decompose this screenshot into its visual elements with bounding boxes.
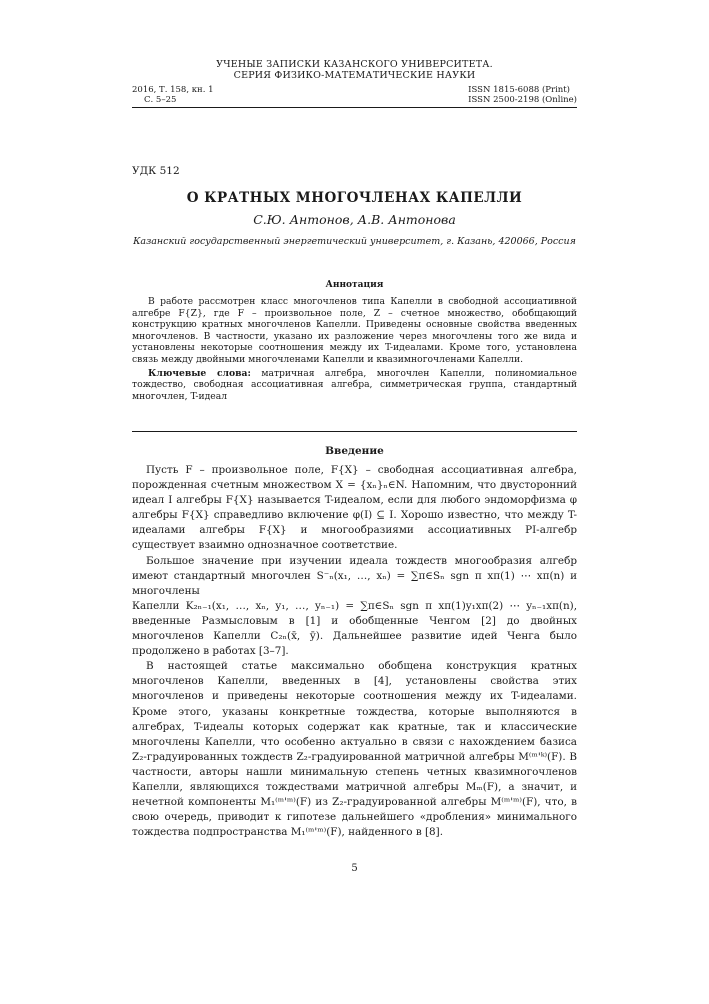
keywords-paragraph: [132, 368, 577, 403]
abstract-block: [132, 296, 577, 402]
pages-text: С. 5–25: [144, 95, 177, 105]
volume-text: 2016, Т. 158, кн. 1: [132, 85, 214, 95]
intro-body: [132, 463, 577, 840]
journal-series: СЕРИЯ ФИЗИКО-МАТЕМАТИЧЕСКИЕ НАУКИ: [233, 70, 476, 81]
intro-paragraph-2b: Капелли K₂ₙ₋₁(x₁, …, xₙ, y₁, …, yₙ₋₁) = ∑π∈Sₙ sgn π xπ(1)y₁xπ(2) ⋯ yₙ₋₁xπ(n), введенные Размысловым в [1] и обобщенные Ченгом [2] до двойных многочленов Капелли C₂ₙ(x̄, ȳ). Дальнейшее развитие идей Ченга было продолжено в работах [3–7].: [132, 599, 577, 658]
article-title: О КРАТНЫХ МНОГОЧЛЕНАХ КАПЕЛЛИ: [186, 190, 523, 206]
abstract-rule: [132, 431, 577, 432]
intro-paragraph-1: Пусть F – произвольное поле, F{X} – свободная ассоциативная алгебра, порожденная счетным множеством X = {xₙ}ₙ∈N. Напомним, что двусторонний идеал I алгебры F{X} называется T-идеалом, если для любого эндоморфизма φ алгебры F{X} справедливо включение φ(I) ⊆ I. Хорошо известно, что между T-идеалами алгебры F{X} и многообразиями ассоциативных PI-алгебр существует взаимно однозначное соответствие.: [132, 464, 577, 552]
udk-code: УДК 512: [132, 165, 180, 177]
keywords-text: матричная алгебра, многочлен Капелли, полиномиальное тождество, свободная ассоциативная алгебра, симметрическая группа, стандартный многочлен, T-идеал: [132, 367, 577, 402]
keywords-label: Ключевые слова:: [148, 367, 251, 379]
journal-title: УЧЕНЫЕ ЗАПИСКИ КАЗАНСКОГО УНИВЕРСИТЕТА.: [216, 59, 493, 70]
volume-info: [132, 85, 214, 105]
article-authors: С.Ю. Антонов, А.В. Антонова: [253, 212, 456, 227]
abstract-text: В работе рассмотрен класс многочленов типа Капелли в свободной ассоциативной алгебре F{Z}, где F – произвольное поле, Z – счетное множество, обобщающий конструкцию кратных многочленов Капелли. Приведены основные свойства введенных многочленов. В частности, указано их разложение через многочлены того же вида и установлены некоторые соотношения между их T-идеалами. Кроме того, установлена связь между двойными многочленами Капелли и квазимногочленами Капелли.: [132, 296, 577, 365]
intro-paragraph-3: В настоящей статье максимально обобщена конструкция кратных многочленов Капелли, введенных в [4], установлены свойства этих многочленов и приведены некоторые соотношения между их T-идеалами. Кроме этого, указаны конкретные тождества, которые выполняются в алгебрах, T-идеалы которых содержат как кратные, так и классические многочлены Капелли, что особенно актуально в связи с нахождением базиса Z₂-градуированных тождеств Z₂-градуированной матричной алгебры M⁽ᵐ'ᵏ⁾(F). В частности, авторы нашли минимальную степень четных квазимногочленов Капелли, являющихся тождествами матричной алгебры Mₘ(F), а значит, и нечетной компоненты M₁⁽ᵐ'ᵐ⁾(F) из Z₂-градуированной алгебры M⁽ᵐ'ᵐ⁾(F), что, в свою очередь, приводит к гипотезе дальнейшего «дробления» минимального тождества подпространства M₁⁽ᵐ'ᵐ⁾(F), найденного в [8].: [132, 660, 577, 839]
issn-print: ISSN 1815-6088 (Print): [468, 85, 570, 95]
issn-info: [468, 85, 577, 105]
page-number: 5: [351, 863, 358, 874]
intro-heading: Введение: [325, 445, 384, 457]
author-affiliation: Казанский государственный энергетический университет, г. Казань, 420066, Россия: [133, 236, 576, 247]
intro-paragraph-2a: Большое значение при изучении идеала тождеств многообразия алгебр имеют стандартный многочлен S⁻ₙ(x₁, …, xₙ) = ∑π∈Sₙ sgn π xπ(1) ⋯ xπ(n) и многочлены: [132, 554, 577, 597]
abstract-heading: Аннотация: [325, 280, 384, 290]
journal-header: [0, 59, 709, 81]
issn-online: ISSN 2500-2198 (Online): [468, 95, 577, 105]
header-rule: [132, 107, 577, 108]
